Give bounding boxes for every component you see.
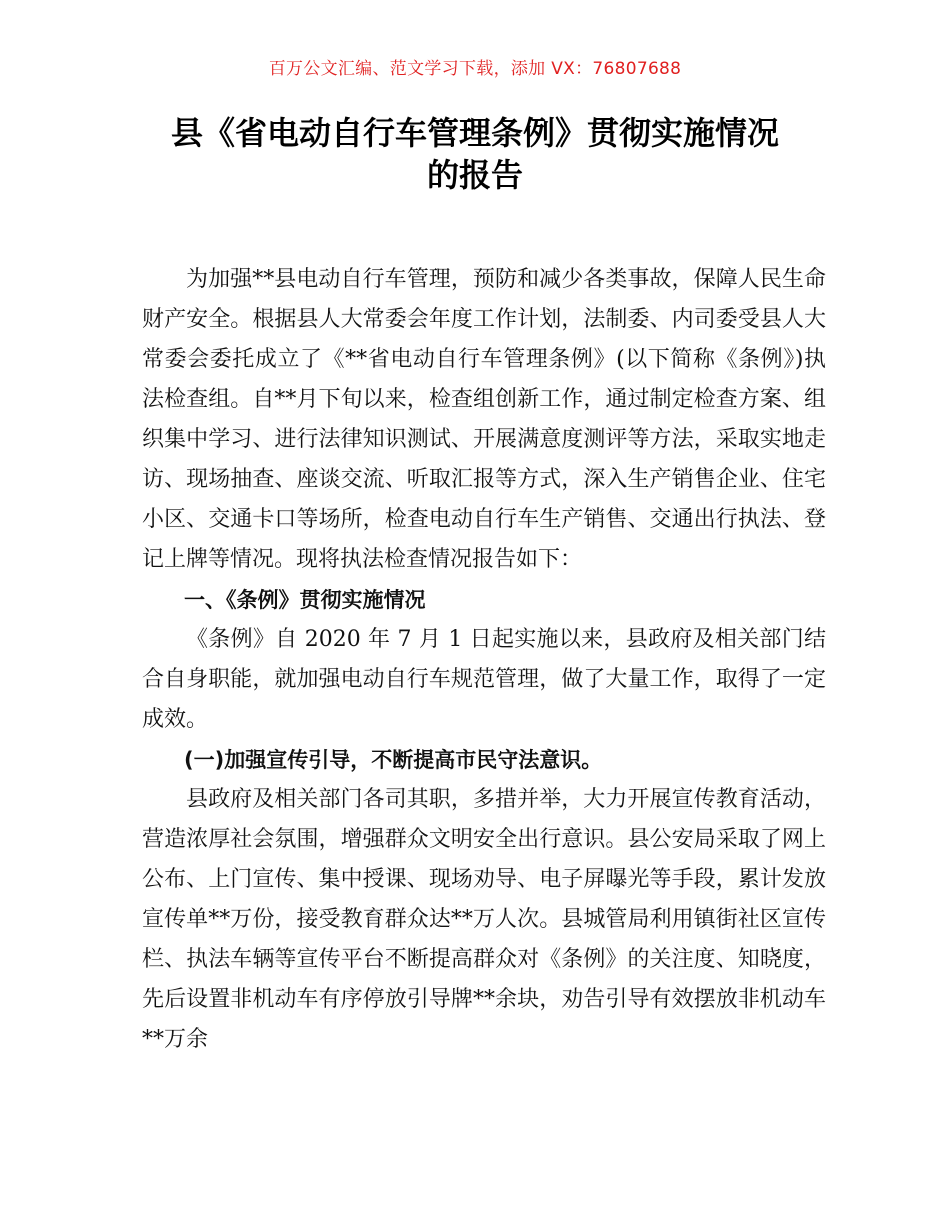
section-1-heading: 一、《条例》贯彻实施情况 <box>184 588 426 612</box>
title-line-2: 的报告 <box>426 156 523 194</box>
title-line-1: 县《省电动自行车管理条例》贯彻实施情况 <box>170 114 779 152</box>
document-body <box>142 260 826 1060</box>
header-banner: 百万公文汇编、范文学习下载，添加 VX：76807688 <box>268 59 682 79</box>
subsection-1-paragraph: 县政府及相关部门各司其职，多措并举，大力开展宣传教育活动，营造浓厚社会氛围，增强群众文明安全出行意识。县公安局采取了网上公布、上门宣传、集中授课、现场劝导、电子屏曝光等手段，累计发放宣传单**万份，接受教育群众达**万人次。县城管局利用镇街社区宣传栏、执法车辆等宣传平台不断提高群众对《条例》的关注度、知晓度，先后设置非机动车有序停放引导牌**余块，劝告引导有效摆放非机动车**万余 <box>142 787 826 1052</box>
intro-paragraph: 为加强**县电动自行车管理，预防和减少各类事故，保障人民生命财产安全。根据县人大常委会年度工作计划，法制委、内司委受县人大常委会委托成立了《**省电动自行车管理条例》(以下简称《条例》)执法检查组。自**月下旬以来，检查组创新工作，通过制定检查方案、组织集中学习、进行法律知识测试、开展满意度测评等方法，采取实地走访、现场抽查、座谈交流、听取汇报等方式，深入生产销售企业、住宅小区、交通卡口等场所，检查电动自行车生产销售、交通出行执法、登记上牌等情况。现将执法检查情况报告如下： <box>142 267 826 572</box>
document-title <box>80 112 870 196</box>
subsection-1-heading: (一)加强宣传引导，不断提高市民守法意识。 <box>184 748 603 772</box>
section-1-paragraph: 《条例》自 2020 年 7 月 1 日起实施以来，县政府及相关部门结合自身职能，就加强电动自行车规范管理，做了大量工作，取得了一定成效。 <box>142 627 826 732</box>
